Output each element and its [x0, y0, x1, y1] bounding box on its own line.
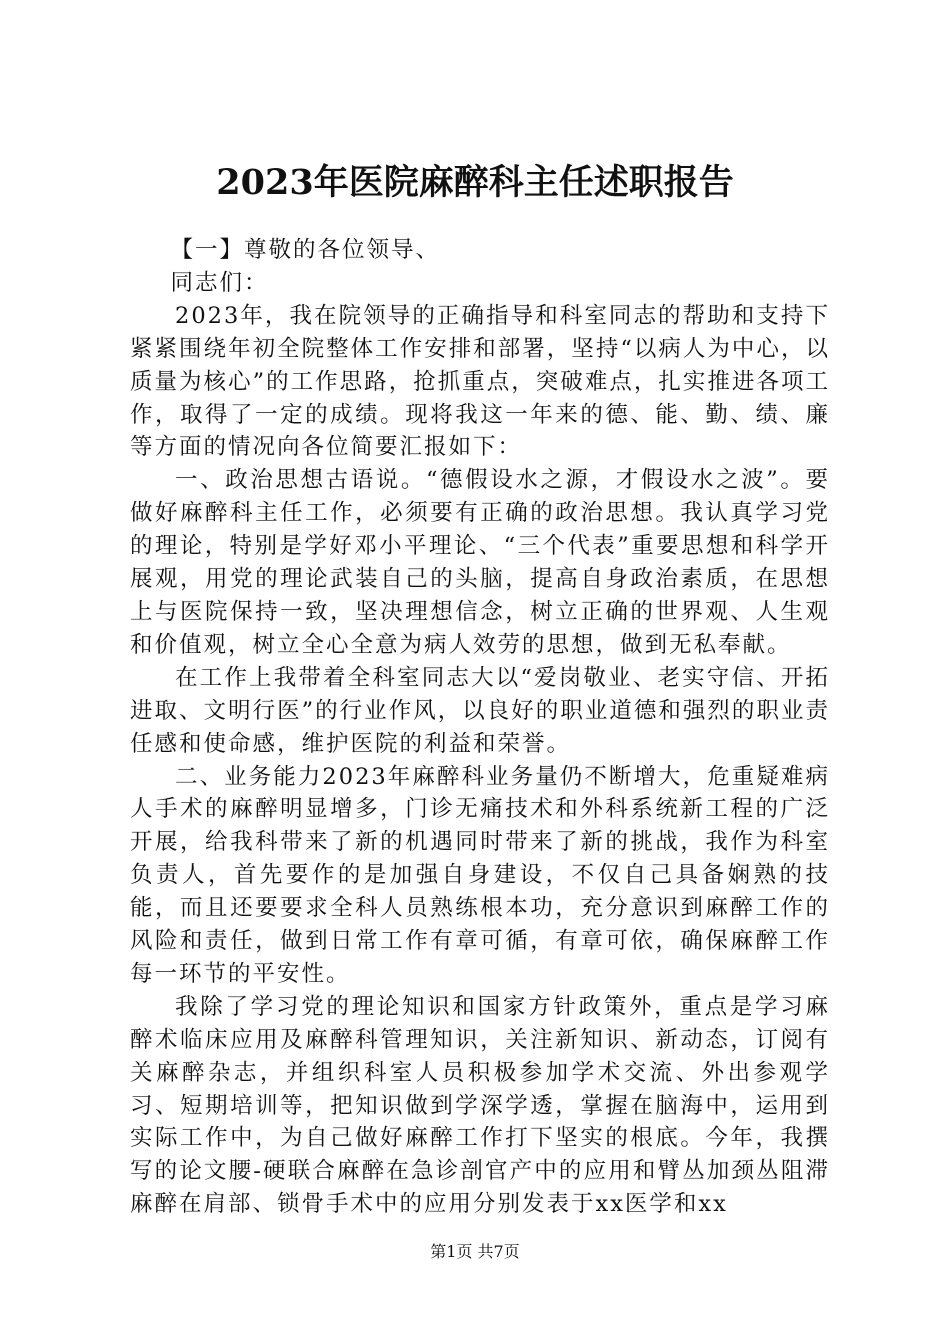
paragraph-political-thought: 一、政治思想古语说。“德假设水之源，才假设水之波”。要做好麻醉科主任工作，必须要有正确的政治思想。我认真学习党的理论，特别是学好邓小平理论、“三个代表”重要思想和科学开展观，用党的理论武装自己的头脑，提高自身政治素质，在思想上与医院保持一致，坚决理想信念，树立正确的世界观、人生观和价值观，树立全心全意为病人效劳的思想，做到无私奉献。: [130, 467, 830, 658]
paragraph-work-style: 在工作上我带着全科室同志大以“爱岗敬业、老实守信、开拓进取、文明行医”的行业作风，以良好的职业道德和强烈的职业责任感和使命感，维护医院的利益和荣誉。: [130, 664, 830, 757]
document-body: [130, 234, 830, 1221]
paragraph-intro: 2023年，我在院领导的正确指导和科室同志的帮助和支持下紧紧围绕年初全院整体工作安排和部署，坚持“以病人为中心，以质量为核心”的工作思路，抢抓重点，突破难点，扎实推进各项工作，取得了一定的成绩。现将我这一年来的德、能、勤、绩、廉等方面的情况向各位简要汇报如下：: [130, 302, 830, 461]
document-title: 2023年医院麻醉科主任述职报告: [216, 162, 734, 203]
page-footer: 第1页 共7页: [430, 1242, 520, 1261]
paragraph-business-ability: 二、业务能力2023年麻醉科业务量仍不断增大，危重疑难病人手术的麻醉明显增多，门诊无痛技术和外科系统新工程的广泛开展，给我科带来了新的机遇同时带来了新的挑战，我作为科室负责人，首先要作的是加强自身建设，不仅自己具备娴熟的技能，而且还要要求全科人员熟练根本功，充分意识到麻醉工作的风险和责任，做到日常工作有章可循，有章可依，确保麻醉工作每一环节的平安性。: [130, 763, 830, 987]
paragraph-greeting: 同志们：: [170, 269, 269, 296]
paragraph-study: 我除了学习党的理论知识和国家方针政策外，重点是学习麻醉术临床应用及麻醉科管理知识，关注新知识、新动态，订阅有关麻醉杂志，并组织科室人员积极参加学术交流、外出参观学习、短期培训等，把知识做到学深学透，掌握在脑海中，运用到实际工作中，为自己做好麻醉工作打下坚实的根底。今年，我撰写的论文腰-硬联合麻醉在急诊剖官产中的应用和臂丛加颈丛阻滞麻醉在肩部、锁骨手术中的应用分别发表于xx医学和xx: [130, 993, 830, 1218]
paragraph-salutation: 【一】尊敬的各位领导、: [170, 237, 441, 263]
